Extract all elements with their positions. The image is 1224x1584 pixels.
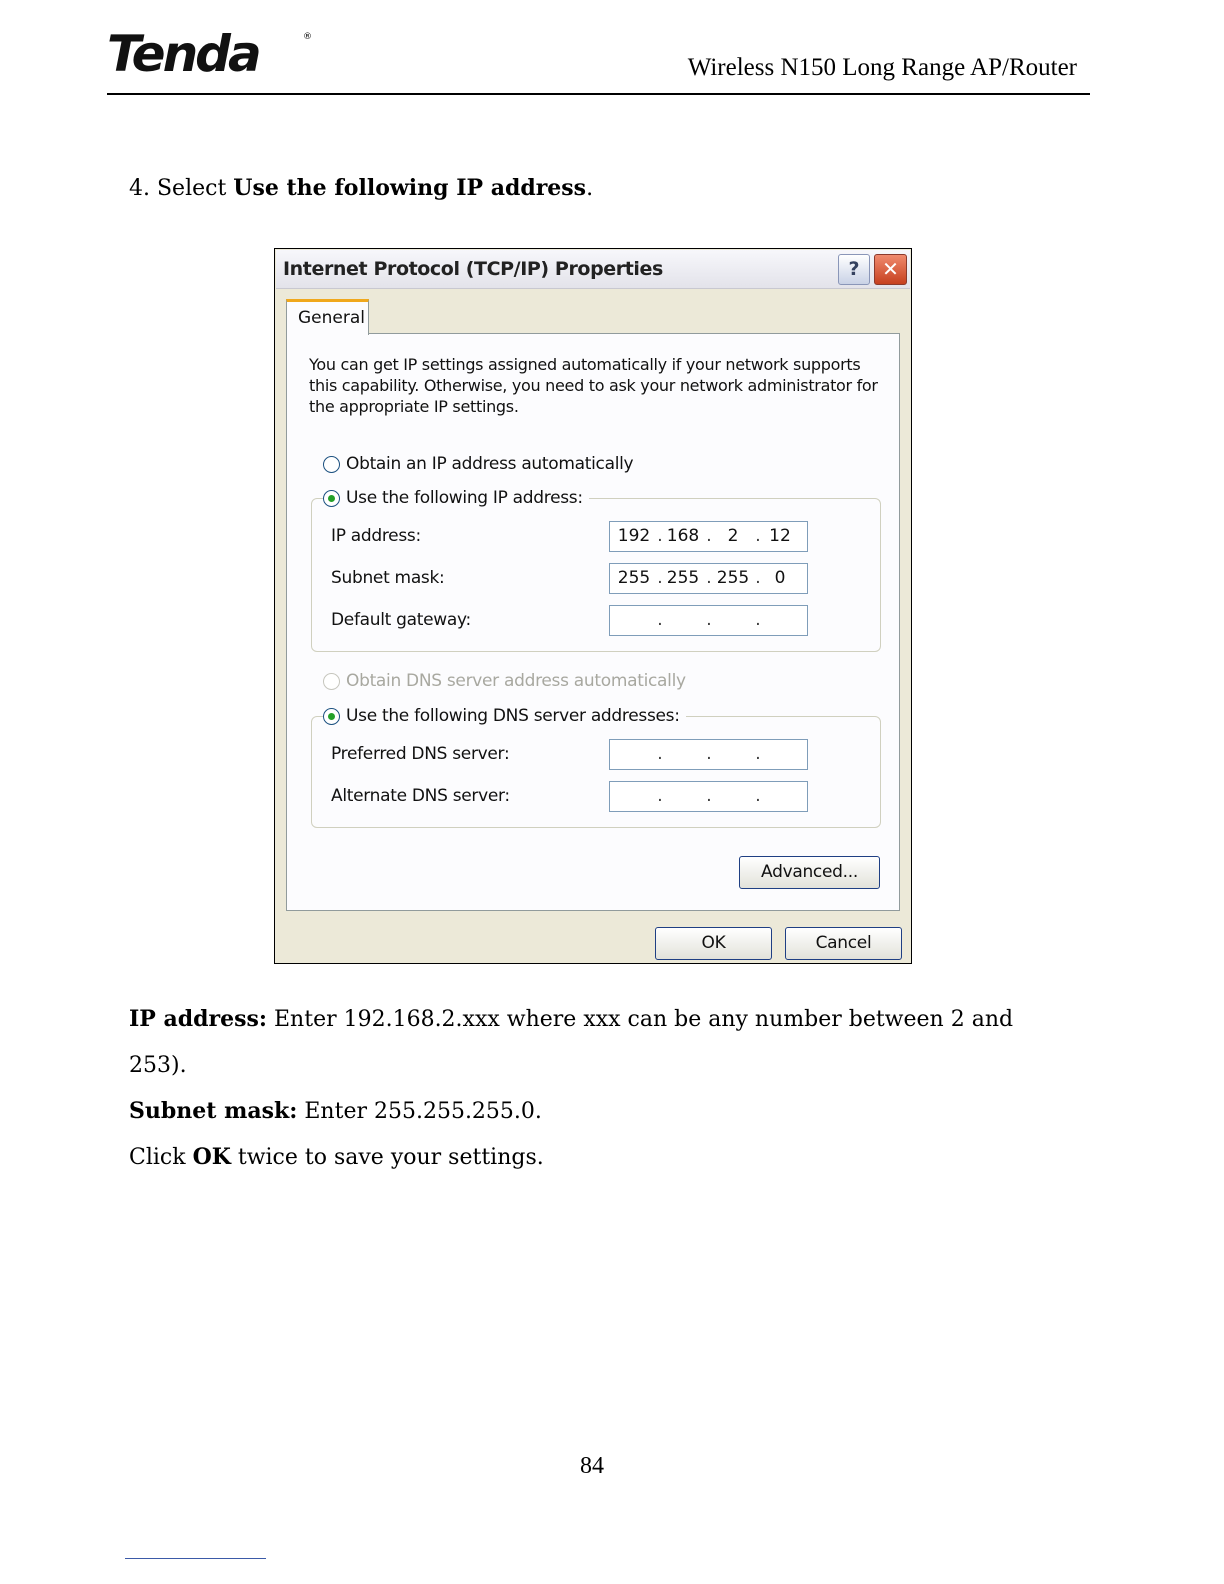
subnet-octet-1: 255 xyxy=(617,568,651,588)
ip-address-instruction-cont: 253). xyxy=(129,1053,187,1078)
footnote-rule xyxy=(125,1558,266,1559)
radio-obtain-ip-auto-label: Obtain an IP address automatically xyxy=(346,454,634,474)
step-prefix: 4. Select xyxy=(129,176,234,201)
subnet-octet-4: 0 xyxy=(774,568,786,588)
subnet-mask-instruction xyxy=(129,1098,542,1124)
tenda-logo xyxy=(107,26,312,82)
radio-obtain-dns-auto-label: Obtain DNS server address automatically xyxy=(346,671,686,691)
click-ok-bold: OK xyxy=(192,1144,231,1170)
ip-octet-2: 168 xyxy=(666,526,700,546)
preferred-dns-input[interactable]: . . . xyxy=(609,739,808,770)
document-title: Wireless N150 Long Range AP/Router xyxy=(687,54,1077,81)
help-icon[interactable]: ? xyxy=(838,254,870,285)
radio-checked-icon xyxy=(323,490,340,507)
step-instruction xyxy=(129,175,593,201)
radio-disabled-icon xyxy=(323,673,340,690)
ip-octet-1: 192 xyxy=(617,526,651,546)
default-gateway-input[interactable]: . . . xyxy=(609,605,808,636)
tab-general[interactable]: General xyxy=(286,299,369,335)
radio-use-following-ip-label: Use the following IP address: xyxy=(346,488,583,508)
page-number: 84 xyxy=(580,1453,604,1479)
radio-obtain-ip-auto[interactable] xyxy=(323,454,639,474)
subnet-mask-input[interactable]: 255 . 255 . 255 . 0 xyxy=(609,563,808,594)
radio-obtain-dns-auto[interactable] xyxy=(323,671,692,691)
close-icon[interactable]: ✕ xyxy=(874,254,907,285)
ip-octet-4: 12 xyxy=(769,526,791,546)
intro-text: You can get IP settings assigned automatically if your network supports this capability. Otherwise, you need to ask your network administrator for the appropriate IP settings. xyxy=(309,355,878,416)
alternate-dns-label: Alternate DNS server: xyxy=(331,786,510,806)
click-ok-instruction xyxy=(129,1144,544,1170)
advanced-button[interactable]: Advanced... xyxy=(739,856,880,889)
subnet-mask-bold: Subnet mask: xyxy=(129,1098,298,1124)
ok-button[interactable]: OK xyxy=(655,927,772,960)
header-divider xyxy=(107,93,1090,95)
ip-address-text: Enter 192.168.2.xxx where xxx can be any number between 2 and xyxy=(267,1007,1014,1032)
registered-mark: ® xyxy=(303,32,312,42)
alternate-dns-input[interactable]: . . . xyxy=(609,781,808,812)
ip-address-input[interactable]: 192 . 168 . 2 . 12 xyxy=(609,521,808,552)
ip-address-label: IP address: xyxy=(331,526,421,546)
dialog-title: Internet Protocol (TCP/IP) Properties xyxy=(283,258,663,280)
ip-octet-3: 2 xyxy=(727,526,739,546)
cancel-button[interactable]: Cancel xyxy=(785,927,902,960)
radio-use-following-dns-label: Use the following DNS server addresses: xyxy=(346,706,680,726)
step-suffix: . xyxy=(586,176,594,201)
subnet-mask-label: Subnet mask: xyxy=(331,568,445,588)
radio-unchecked-icon xyxy=(323,456,340,473)
logo-text: Tenda xyxy=(107,25,259,83)
tcpip-properties-dialog xyxy=(274,248,912,964)
radio-checked-icon xyxy=(323,708,340,725)
subnet-octet-3: 255 xyxy=(716,568,750,588)
radio-use-following-ip[interactable] xyxy=(323,488,589,508)
general-tab-panel xyxy=(286,333,900,911)
dialog-titlebar xyxy=(276,250,910,289)
subnet-mask-text: Enter 255.255.255.0. xyxy=(297,1099,542,1124)
click-suffix: twice to save your settings. xyxy=(230,1145,544,1170)
default-gateway-label: Default gateway: xyxy=(331,610,471,630)
subnet-octet-2: 255 xyxy=(666,568,700,588)
preferred-dns-label: Preferred DNS server: xyxy=(331,744,510,764)
radio-use-following-dns[interactable] xyxy=(323,706,686,726)
step-bold: Use the following IP address xyxy=(233,175,587,201)
click-prefix: Click xyxy=(129,1145,193,1170)
ip-address-instruction xyxy=(129,1006,1013,1032)
ip-address-bold: IP address: xyxy=(129,1006,267,1032)
